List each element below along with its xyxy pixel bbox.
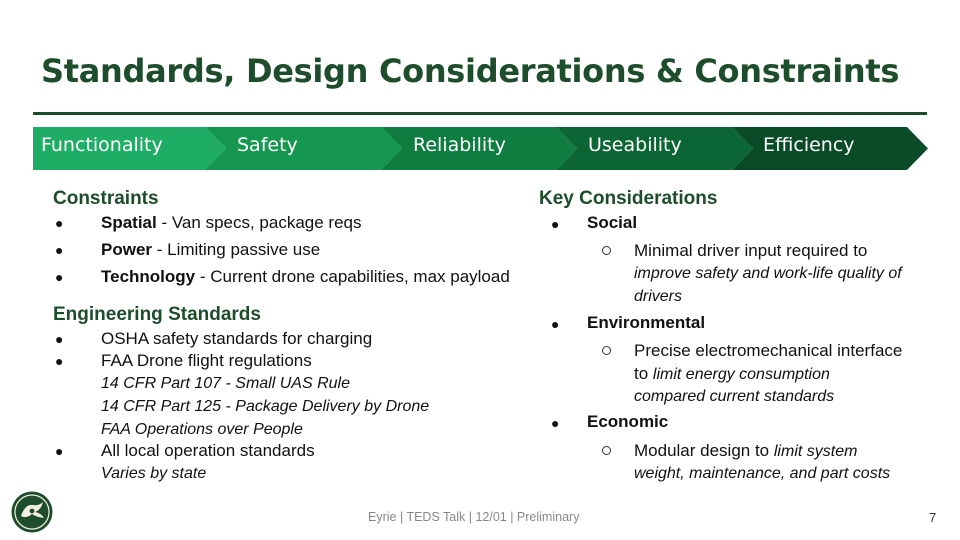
eyrie-logo-icon	[11, 491, 53, 533]
economic-detail-line1: Modular design to limit system	[634, 441, 858, 460]
chevron-label-safety: Safety	[237, 134, 298, 156]
bullet-icon: ●	[55, 353, 64, 369]
bullet-icon: ●	[55, 242, 64, 258]
footer-text: Eyrie | TEDS Talk | 12/01 | Preliminary	[368, 510, 580, 524]
process-chevron-bar	[33, 127, 929, 170]
faa-detail-part107: 14 CFR Part 107 - Small UAS Rule	[101, 375, 350, 392]
title-underline	[33, 112, 927, 115]
slide-title: Standards, Design Considerations & Constraints	[41, 52, 900, 90]
hollow-bullet-icon	[602, 446, 611, 455]
chevron-label-functionality: Functionality	[41, 134, 163, 156]
social-detail-line3: drivers	[634, 288, 683, 305]
engineering-standards-heading: Engineering Standards	[53, 304, 261, 325]
standard-item-osha: OSHA safety standards for charging	[101, 329, 373, 348]
page-number: 7	[929, 510, 937, 525]
standard-item-faa: FAA Drone flight regulations	[101, 351, 312, 370]
constraint-item-power: Power - Limiting passive use	[101, 240, 321, 259]
bullet-icon: ●	[551, 316, 560, 332]
social-detail-line2: improve safety and work-life quality of	[634, 265, 902, 282]
bullet-icon: ●	[55, 331, 64, 347]
consideration-social: Social	[587, 213, 638, 232]
constraint-item-spatial: Spatial - Van specs, package reqs	[101, 213, 362, 232]
faa-detail-operations: FAA Operations over People	[101, 421, 303, 438]
environmental-detail-line3: compared current standards	[634, 388, 835, 405]
chevron-label-useability: Useability	[588, 134, 682, 156]
social-detail-line1: Minimal driver input required to	[634, 241, 868, 260]
bullet-icon: ●	[551, 415, 560, 431]
consideration-economic: Economic	[587, 412, 669, 431]
bullet-icon: ●	[55, 269, 64, 285]
hollow-bullet-icon	[602, 246, 611, 255]
consideration-environmental: Environmental	[587, 313, 706, 332]
standard-item-local: All local operation standards	[101, 441, 315, 460]
environmental-detail-line1: Precise electromechanical interface	[634, 341, 903, 360]
key-considerations-heading: Key Considerations	[539, 188, 718, 209]
chevron-label-reliability: Reliability	[413, 134, 506, 156]
environmental-detail-line2: to limit energy consumption	[634, 364, 830, 383]
hollow-bullet-icon	[602, 346, 611, 355]
constraints-heading: Constraints	[53, 188, 159, 209]
chevron-label-efficiency: Efficiency	[763, 134, 855, 156]
chevron-safety	[205, 127, 402, 170]
faa-detail-part125: 14 CFR Part 125 - Package Delivery by Drone	[101, 398, 430, 415]
local-detail: Varies by state	[101, 465, 207, 482]
bullet-icon: ●	[55, 215, 64, 231]
economic-detail-line2: weight, maintenance, and part costs	[634, 465, 891, 482]
bullet-icon: ●	[551, 216, 560, 232]
bullet-icon: ●	[55, 443, 64, 459]
constraint-item-technology: Technology - Current drone capabilities, max payload	[101, 267, 510, 286]
